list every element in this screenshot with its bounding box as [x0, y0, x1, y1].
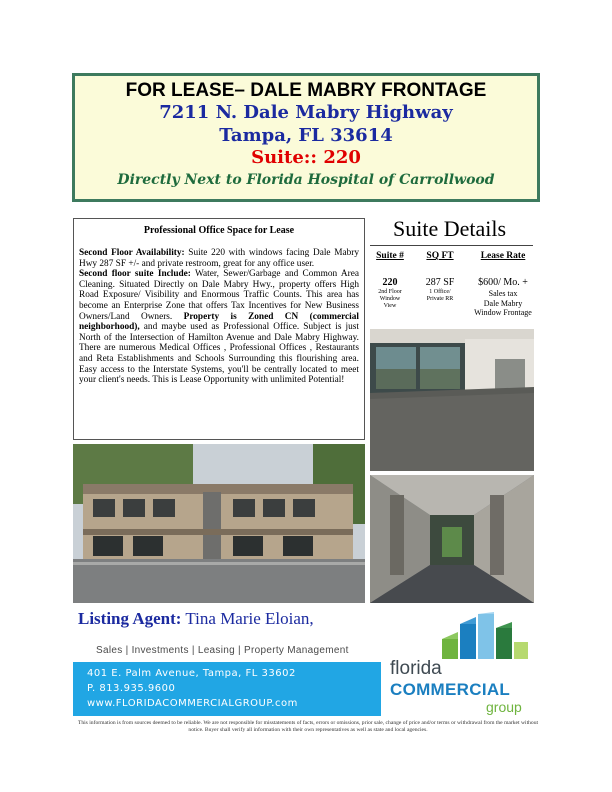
availability-text: Suite 220 with windows facing Dale Mabry Hwy 287 SF +/- and private restroom, great for any office user.	[79, 248, 359, 269]
column-header-sqft: SQ FT	[426, 251, 454, 261]
services-list: Sales | Investments | Leasing | Property Management	[96, 645, 349, 656]
suite-note-line: View	[383, 303, 397, 309]
suite-details-title: Suite Details	[393, 216, 507, 241]
suite-number: Suite:: 220	[251, 147, 361, 168]
rate-note-line: Window Frontage	[474, 308, 532, 317]
disclaimer: This information is from sources deemed to be reliable. We are not responsible for misstatements of facts, errors or omissions, prior sale, change of price and/or terms or withdrawal from the market without notice. Buyer shall verify all information with their own representatives as well as state and local agencies.	[77, 720, 539, 733]
header-banner	[72, 73, 540, 202]
availability-paragraph	[79, 248, 359, 269]
listing-headline: FOR LEASE– DALE MABRY FRONTAGE	[125, 80, 487, 101]
suite-note-line: Window	[379, 296, 401, 302]
building-exterior-photo	[73, 444, 365, 603]
zoning-text: Property is Zoned CN (commercial neighborhood),	[79, 311, 359, 333]
suite-note	[370, 289, 410, 310]
column-header-suite: Suite #	[376, 251, 404, 261]
city-state-zip: Tampa, FL 33614	[219, 125, 393, 146]
location-tagline: Directly Next to Florida Hospital of Carrollwood	[117, 172, 495, 188]
listing-agent-name: Tina Marie Eloian,	[185, 609, 314, 628]
company-phone[interactable]: P. 813.935.9600	[87, 683, 176, 694]
location-text: and maybe used as Professional Office. Subject is just North of the Intersection of Hamilton Avenue and Dale Mabry Highway. There are numerous Medical Offices , Professional Offices , Restaurants and Reta Establishments and Schools Surrounding this flourishing area. Easy access to the Interstate Systems, you'll be centrally located to meet your client's needs. This is Lease Opportunity with unlimited Potential!	[79, 322, 359, 386]
listing-agent	[78, 609, 314, 629]
suite-value: 220	[382, 277, 398, 288]
suite-note-line: 2nd Floor	[378, 289, 402, 295]
rate-note-line: Sales tax	[488, 289, 518, 298]
lease-rate-value: $600/ Mo. +	[478, 277, 528, 288]
lease-rate-note	[471, 289, 535, 318]
logo-word-florida: florida	[390, 658, 442, 679]
divider	[370, 245, 533, 246]
contact-bar	[73, 662, 381, 716]
sqft-note	[415, 289, 465, 303]
column-header-lease-rate: Lease Rate	[480, 251, 526, 261]
logo-word-commercial: COMMERCIAL	[390, 680, 511, 699]
description-title: Professional Office Space for Lease	[143, 225, 295, 236]
hallway-photo	[370, 475, 534, 603]
availability-label: Second Floor Availability:	[79, 248, 185, 258]
company-address: 401 E. Palm Avenue, Tampa, FL 33602	[87, 668, 296, 679]
listing-agent-label: Listing Agent:	[78, 609, 182, 628]
property-description	[73, 218, 365, 440]
logo-word-group: group	[486, 699, 522, 715]
includes-paragraph	[79, 269, 359, 386]
office-interior-photo	[370, 329, 534, 471]
company-website[interactable]: www.FLORIDACOMMERCIALGROUP.com	[87, 698, 298, 709]
includes-text: Water, Sewer/Garbage and Common Area Cleaning. Situated Directly on Dale Mabry Hwy., property offers High Road Exposure/ Visibility and Enormous Traffic Counts. This area has become an Enterprise Zone that offers Tax Incentives for New Business Owners/Land Owners.	[79, 269, 359, 322]
sqft-value: 287 SF	[425, 277, 455, 288]
street-address: 7211 N. Dale Mabry Highway	[159, 102, 453, 123]
sqft-note-line: Private RR	[426, 296, 454, 302]
rate-note-line: Dale Mabry	[483, 298, 523, 308]
includes-label: Second floor suite Include:	[79, 269, 191, 280]
sqft-note-line: 1 Office/	[429, 289, 451, 295]
